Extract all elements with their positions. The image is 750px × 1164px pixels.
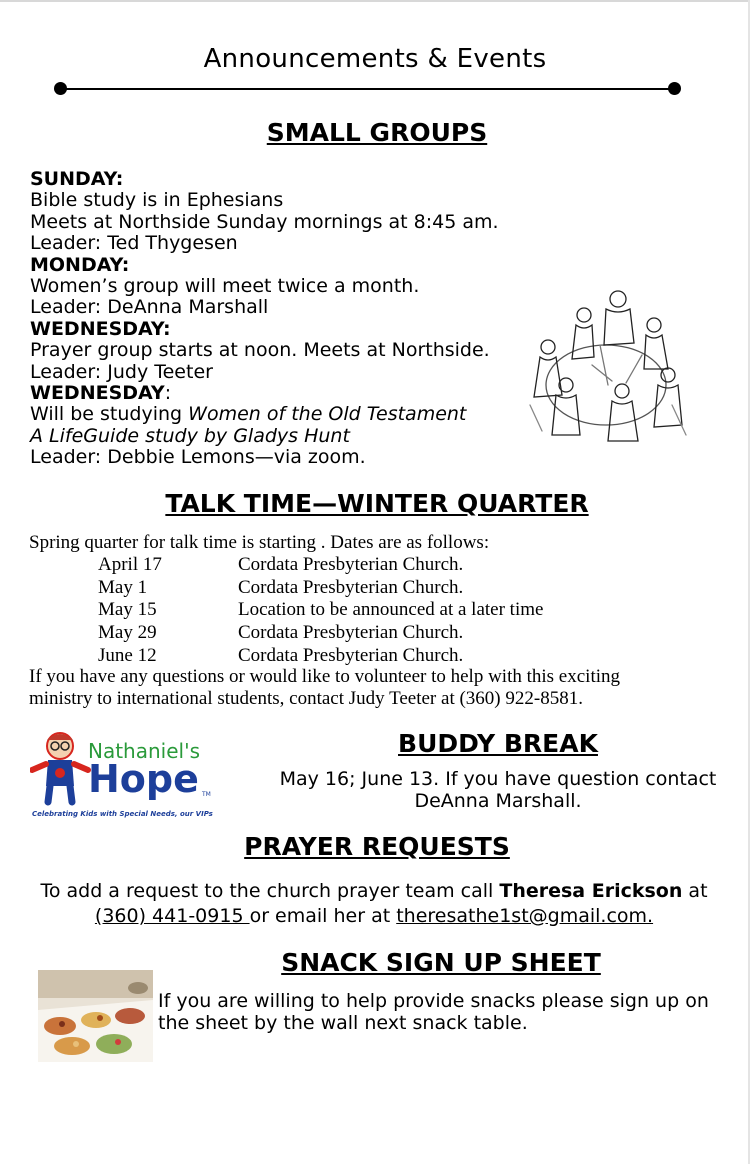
prayer-line-1 [24,879,724,904]
snack-line: If you are willing to help provide snacks please sign up on [158,990,709,1012]
talk-time-heading: TALK TIME—WINTER QUARTER [165,489,589,518]
prayer-requests-text [24,879,724,929]
group-line: Leader: Judy Teeter [30,360,213,383]
talk-date: April 17 [98,554,162,575]
group-day-colon: : [164,382,172,405]
group-line: Prayer group starts at noon. Meets at Northside. [30,339,490,362]
talk-time-row [98,599,543,621]
buddy-break-heading: BUDDY BREAK [398,729,598,758]
snack-table-photo [38,970,153,1062]
group-line: Bible study is in Ephesians [30,189,284,212]
talk-time-footer-line: ministry to international students, contact Judy Teeter at (360) 922-8581. [29,688,583,709]
talk-location: Cordata Presbyterian Church. [238,554,464,575]
talk-location: Cordata Presbyterian Church. [238,577,464,598]
buddy-break-line: May 16; June 13. If you have question contact [279,768,717,790]
talk-time-row [98,554,463,576]
talk-time-intro: Spring quarter for talk time is starting . Dates are as follows: [29,532,490,553]
group-day-wrap [30,383,499,404]
title-divider [60,88,674,90]
talk-time-footer-line: If you have any questions or would like to volunteer to help with this exciting [29,666,621,687]
prayer-contact-name: Theresa Erickson [499,880,683,902]
group-day: MONDAY: [30,253,130,276]
snack-text [158,990,738,1034]
talk-location: Cordata Presbyterian Church. [238,645,464,666]
talk-date: May 29 [98,622,157,643]
group-line [30,426,499,447]
talk-date: May 15 [98,599,157,620]
nathaniels-hope-logo [30,728,220,820]
small-group-sketch-image [522,285,690,445]
group-line: Meets at Northside Sunday mornings at 8:45 am. [30,210,499,233]
logo-trademark: TM [202,791,211,798]
prayer-requests-heading: PRAYER REQUESTS [244,832,510,861]
talk-time-row [98,622,463,644]
prayer-text: To add a request to the church prayer team call [40,880,500,902]
talk-location: Cordata Presbyterian Church. [238,622,464,643]
prayer-phone-link[interactable]: (360) 441-0915 [94,905,250,927]
group-line [30,404,499,425]
group-day: SUNDAY: [30,168,124,190]
mascot-icon [32,733,88,802]
prayer-text-email: or email her at [249,905,397,927]
group-line: Leader: Debbie Lemons—via zoom. [30,446,366,469]
logo-word-1: Nathaniel's [88,739,201,763]
group-day: WEDNESDAY [30,382,165,405]
prayer-text-at: at [682,880,708,902]
talk-location: Location to be announced at a later time [238,599,544,620]
logo-tagline: Celebrating Kids with Special Needs, our VIPs [32,810,213,818]
buddy-break-text [238,768,750,812]
group-line: Leader: DeAnna Marshall [30,296,269,319]
divider-left-dot [54,82,67,95]
book-subtitle: A LifeGuide study by Gladys Hunt [30,424,350,447]
group-line: Women’s group will meet twice a month. [30,275,420,298]
top-border [0,0,750,2]
divider-right-dot [668,82,681,95]
prayer-line-2 [24,904,724,929]
logo-word-2: Hope [88,757,199,801]
book-title: Women of the Old Testament [188,403,467,426]
study-prefix: Will be studying [30,403,189,426]
small-groups-list [30,169,499,469]
talk-date: June 12 [98,645,157,666]
group-line: Leader: Ted Thygesen [30,232,238,255]
page-title: Announcements & Events [203,44,547,74]
snack-heading: SNACK SIGN UP SHEET [281,948,601,977]
snack-line: the sheet by the wall next snack table. [158,1012,528,1034]
talk-time-row [98,645,463,667]
buddy-break-line: DeAnna Marshall. [414,790,582,812]
small-groups-heading: SMALL GROUPS [266,118,488,147]
talk-time-row [98,577,463,599]
talk-time-footer [29,666,729,710]
talk-date: May 1 [98,577,148,598]
group-day: WEDNESDAY: [30,317,171,340]
prayer-email-link[interactable]: theresathe1st@gmail.com. [396,905,654,927]
